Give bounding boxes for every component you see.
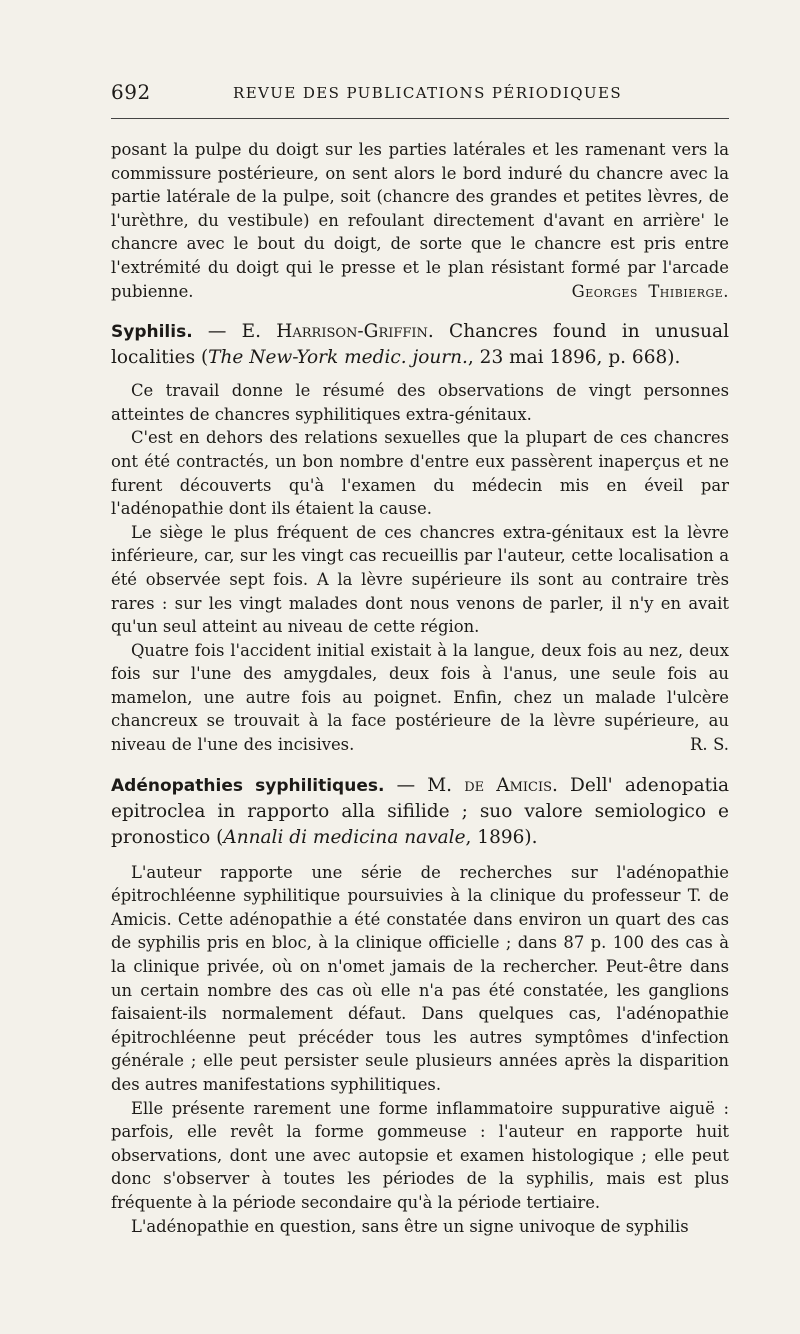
continuation-paragraph [111, 138, 729, 303]
article-paragraph: Le siège le plus fréquent de ces chancres extra-génitaux est la lèvre inférieure, car, sur les vingt cas recueillis par l'auteur, cette localisation a été observée sept fois. A la lèvre supérieure ils sont au contraire très rares : sur les vingt malades dont nous venons de parler, il n'y en avait qu'un seul atteint au niveau de cette région. [111, 522, 729, 637]
article-source: Annali di medicina navale [223, 826, 466, 848]
running-head: REVUE DES PUBLICATIONS PÉRIODIQUES [233, 84, 622, 102]
article-paragraph: L'auteur rapporte une série de recherches sur l'adénopathie épitrochléenne syphilitique poursuivies à la clinique du professeur T. de Amicis. Cette adénopathie a été constatée dans environ un quart des cas de syphilis pris en bloc, à la clinique officielle ; dans 87 p. 100 des cas à la clinique privée, où on n'omet jamais de la rechercher. Peut-être dans un certain nombre des cas où elle n'a pas été constatée, les ganglions faisaient-ils normalement défaut. Dans quelques cas, l'adénopathie épitrochléenne peut précéder tous les autres symptômes d'infection générale ; elle peut persister seule plusieurs années après la disparition des autres manifestations syphilitiques. [111, 862, 729, 1094]
article-title: Dell' adenopatia epitroclea in rapporto alla sifilide ; suo valore semiologico e pronostico ( [111, 774, 730, 848]
signature: R. S. [689, 735, 729, 755]
page-body [111, 138, 729, 1238]
article-paragraph-text: Quatre fois l'accident initial existait à la langue, deux fois au nez, deux fois sur l'une des amygdales, deux fois à l'anus, une seule fois au mamelon, une autre fois au poignet. Enfin, chez un malade l'ulcère chancreux se trouvait à la face postérieure de la lèvre supérieure, au niveau de l'une des incisives. [111, 640, 729, 755]
page-number: 692 [111, 80, 151, 104]
continuation-text: posant la pulpe du doigt sur les parties latérales et les ramenant vers la commissure postérieure, on sent alors le bord induré du chancre avec la partie latérale de la pulpe, soit (chancre des grandes et petites lèvres, de l'urèthre, du vestibule) en refoulant directement d'avant en arrière' le chancre avec le bout du doigt, de sorte que le chancre est pris entre l'extrémité du doigt qui le presse et le plan résistant formé par l'arcade pubienne. [111, 140, 729, 301]
article-paragraph: Elle présente rarement une forme inflammatoire suppurative aiguë : parfois, elle revêt la forme gommeuse : l'auteur en rapporte huit observations, dont une avec autopsie et examen histologique ; elle peut donc s'observer à toutes les périodes de la syphilis, mais est plus fréquente à la période secondaire qu'à la période tertiaire. [111, 1098, 729, 1212]
article-source-details: , 1896). [465, 826, 538, 848]
article-author: Harrison-Griffin. [276, 321, 434, 343]
article-heading [111, 319, 729, 371]
article-paragraph: C'est en dehors des relations sexuelles que la plupart de ces chancres ont été contractés, un bon nombre d'entre eux passèrent inaperçus et ne furent découverts qu'à l'examen du médecin mis en éveil par l'adénopathie dont ils étaient la cause. [111, 428, 729, 519]
article-topic: Syphilis. [111, 322, 193, 343]
article-paragraph: Ce travail donne le résumé des observations de vingt personnes atteintes de chancres syphilitiques extra-génitaux. [111, 381, 729, 424]
article-author: de Amicis. [464, 774, 558, 796]
article-heading [111, 773, 729, 851]
article-title: Chancres found in unusual localities ( [111, 321, 729, 369]
page-header [111, 80, 729, 106]
article-topic: Adénopathies syphilitiques. [111, 775, 385, 796]
signature: Georges Thibierge. [571, 281, 730, 301]
article-paragraph: L'adénopathie en question, sans être un signe univoque de syphilis [131, 1216, 689, 1236]
heading-dash: — M. [384, 774, 465, 796]
header-rule [111, 118, 729, 119]
article-source: The New-York medic. journ. [208, 347, 468, 369]
article-source-details: , 23 mai 1896, p. 668). [467, 347, 681, 369]
heading-dash: — E. [192, 321, 277, 343]
article-paragraph [111, 639, 729, 757]
